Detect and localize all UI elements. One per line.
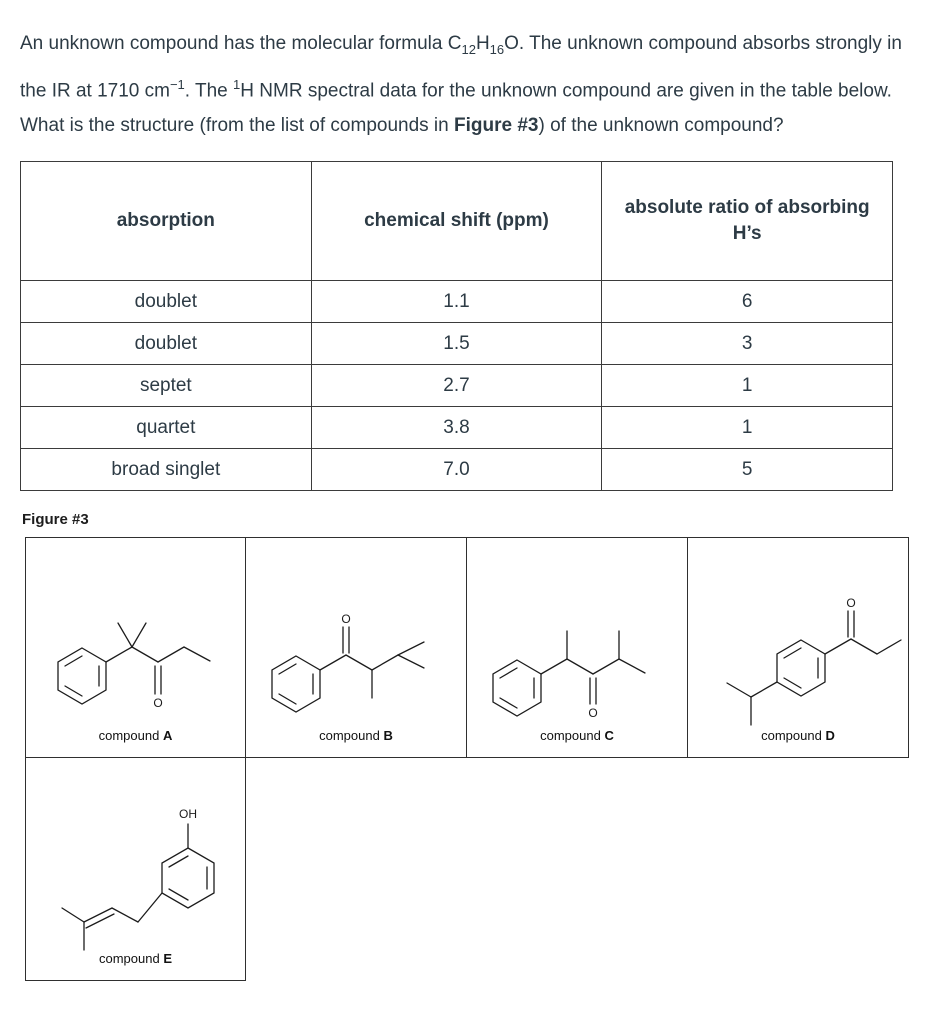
table-row <box>21 365 893 407</box>
formula-subscript: 16 <box>489 41 505 57</box>
figure-3-label: Figure #3 <box>22 511 89 529</box>
formula-subscript: 12 <box>461 41 476 57</box>
question-segment: O. The unknown compound absorbs strongly in the IR at 1710 cm <box>20 33 902 102</box>
table-cell: 3.8 <box>311 407 602 449</box>
question-segment: . The <box>184 80 234 102</box>
question-text <box>20 26 910 143</box>
table-cell: doublet <box>21 281 312 323</box>
compound-b-structure <box>254 546 475 731</box>
compound-a-label: compound A <box>98 728 173 744</box>
header-ratio: absolute ratio of absorbing H’s <box>602 162 893 281</box>
table-cell: 2.7 <box>311 365 602 407</box>
atom-label-oh: OH <box>179 807 197 822</box>
compound-c-panel <box>467 537 688 758</box>
compound-d-structure <box>696 546 917 731</box>
question-segment: H <box>475 33 490 54</box>
header-chemical-shift: chemical shift (ppm) <box>311 162 602 281</box>
table-cell: 6 <box>602 281 893 323</box>
figure-reference: Figure #3 <box>454 115 539 137</box>
table-cell: broad singlet <box>21 449 312 491</box>
compound-d-label: compound D <box>761 728 835 744</box>
isotope-superscript: 1 <box>233 76 241 92</box>
table-row <box>21 449 893 491</box>
compound-b-label: compound B <box>319 728 393 744</box>
compound-e-structure <box>36 760 257 960</box>
table-row <box>21 407 893 449</box>
header-absorption: absorption <box>21 162 312 281</box>
table-cell: 1.1 <box>311 281 602 323</box>
question-segment: ) of the unknown compound? <box>538 115 784 137</box>
compound-b-panel <box>246 537 467 758</box>
table-cell: septet <box>21 365 312 407</box>
exponent: −1 <box>169 76 185 92</box>
table-row <box>21 281 893 323</box>
question-segment: H NMR spectral data for the unknown compound are given in the table below. What is the structure (from the list of compounds in <box>20 80 892 137</box>
atom-label-o: O <box>846 596 856 611</box>
table-cell: doublet <box>21 323 312 365</box>
compound-a-structure <box>34 546 255 731</box>
table-cell: 5 <box>602 449 893 491</box>
compound-e-panel <box>25 758 246 981</box>
table-cell: 1 <box>602 365 893 407</box>
compound-c-structure <box>475 546 696 731</box>
table-cell: 7.0 <box>311 449 602 491</box>
table-row <box>21 323 893 365</box>
nmr-table <box>20 161 893 491</box>
compound-a-panel <box>25 537 246 758</box>
compound-e-label: compound E <box>98 951 172 967</box>
question-segment: An unknown compound has the molecular formula C <box>20 33 462 54</box>
atom-label-o: O <box>588 706 598 721</box>
compound-d-panel <box>688 537 909 758</box>
atom-label-o: O <box>341 612 351 627</box>
table-cell: quartet <box>21 407 312 449</box>
table-cell: 3 <box>602 323 893 365</box>
table-cell: 1.5 <box>311 323 602 365</box>
figure-3-panel <box>25 537 910 758</box>
atom-label-o: O <box>153 696 163 711</box>
table-header-row <box>21 162 893 281</box>
table-cell: 1 <box>602 407 893 449</box>
compound-c-label: compound C <box>540 728 614 744</box>
